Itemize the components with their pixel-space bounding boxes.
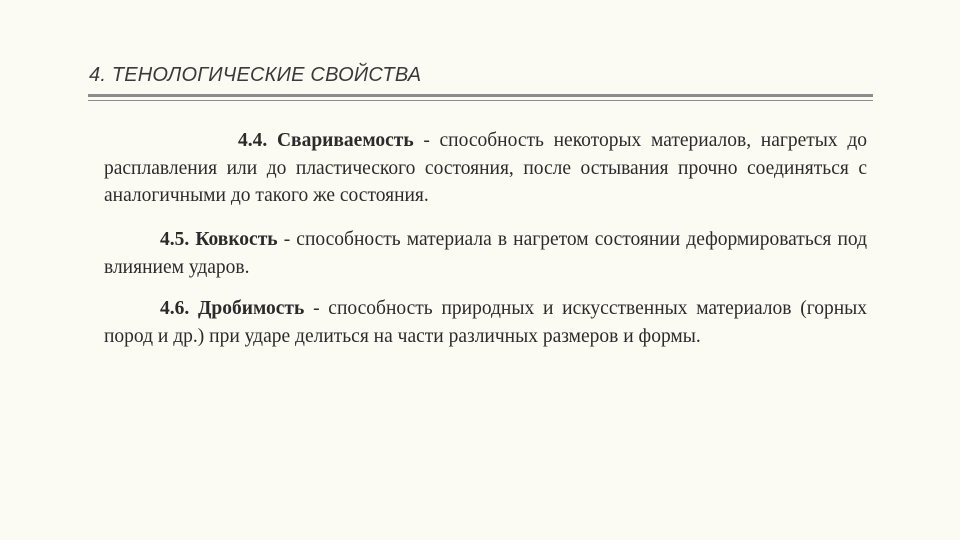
paragraph-number: 4.4. xyxy=(238,130,268,151)
paragraph-number: 4.6. xyxy=(160,298,190,319)
paragraph-weldability xyxy=(104,127,867,210)
paragraph-text: - способность некоторых материалов, нагретых до расплавления или до пластического состояния, после остывания прочно соединяться с аналогичными до такого же состояния. xyxy=(104,130,868,206)
paragraph-malleability xyxy=(104,226,867,281)
paragraph-number: 4.5. xyxy=(160,229,190,250)
slide-title: 4. ТЕНОЛОГИЧЕСКИЕ СВОЙСТВА xyxy=(89,64,422,86)
title-divider-thin xyxy=(88,100,873,101)
title-divider-thick xyxy=(88,94,873,97)
paragraph-term: Ковкость xyxy=(195,229,278,250)
paragraph-crushability xyxy=(104,295,867,350)
paragraph-text: - способность природных и искусственных материалов (горных пород и др.) при ударе делиться на части различных размеров и формы. xyxy=(104,298,867,347)
paragraph-term: Свариваемость xyxy=(276,130,414,151)
paragraph-term: Дробимость xyxy=(198,298,305,319)
paragraph-text: - способность материала в нагретом состоянии деформироваться под влиянием ударов. xyxy=(104,229,867,278)
